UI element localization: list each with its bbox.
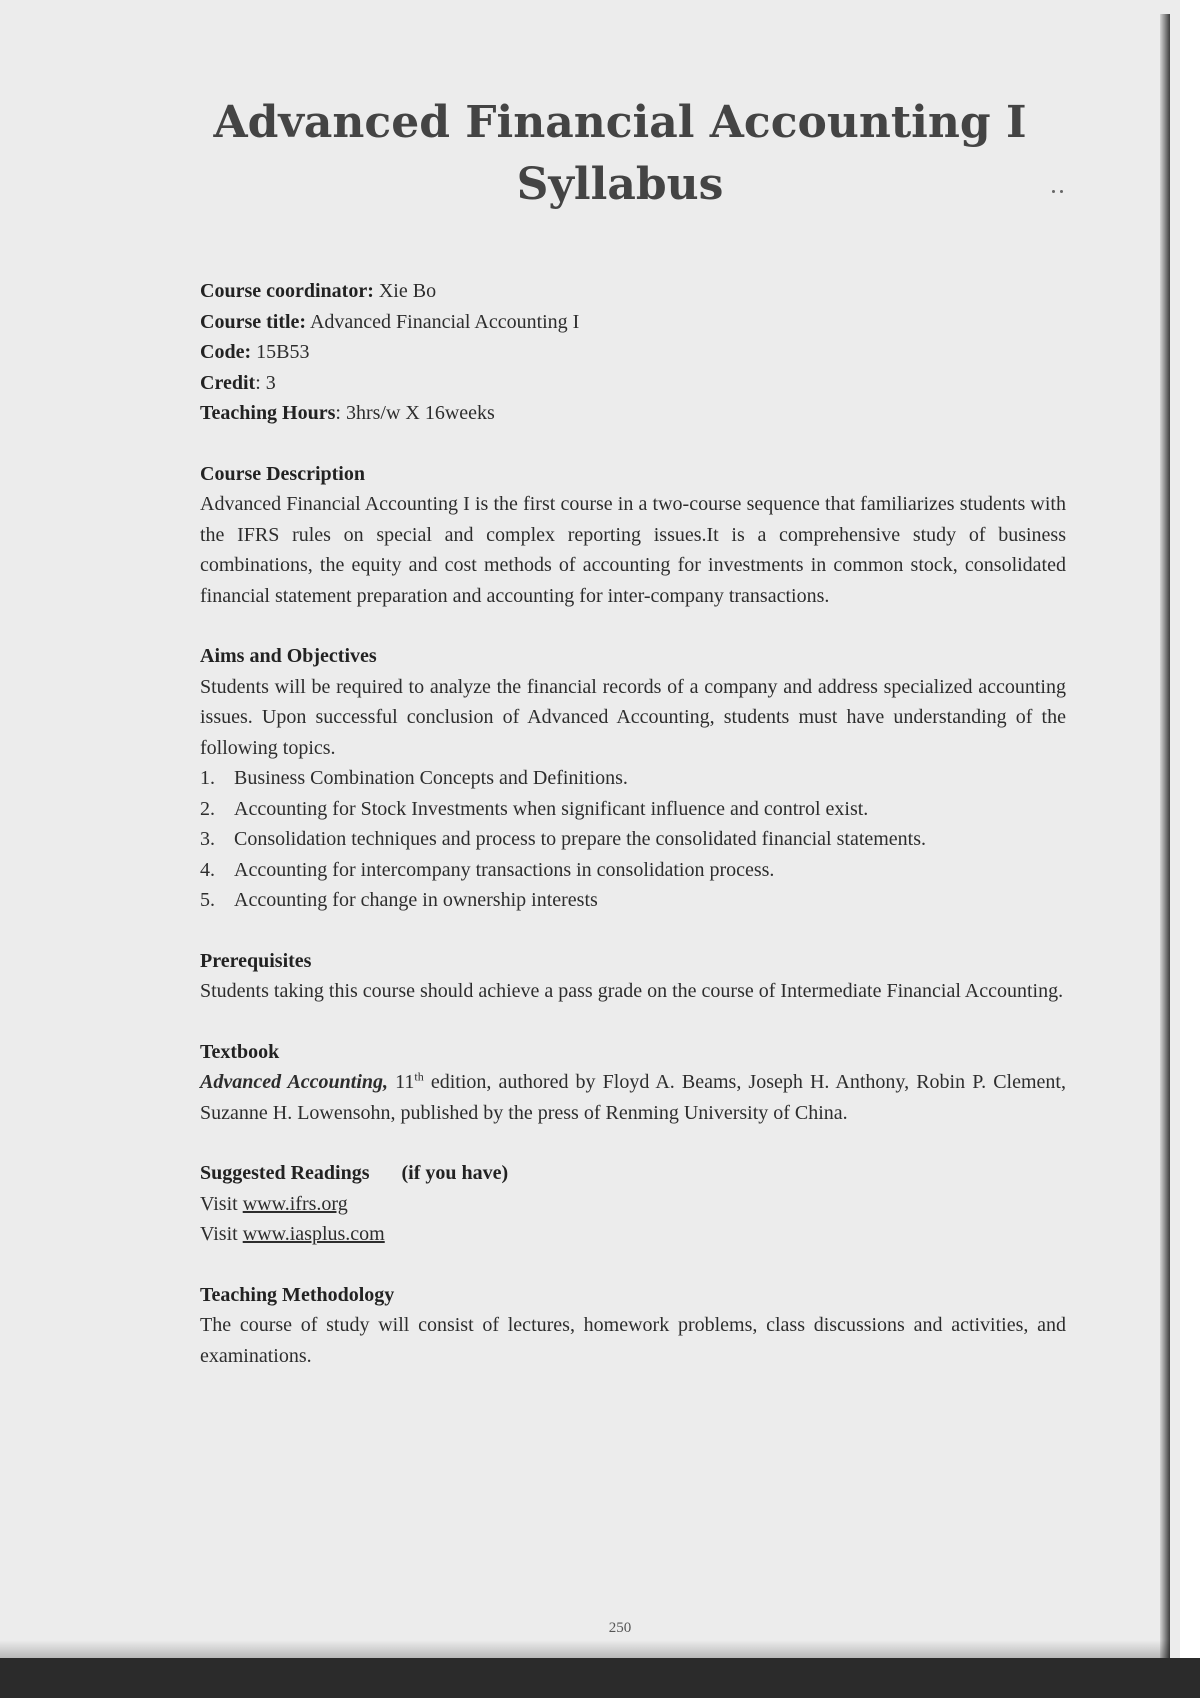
prereq-heading: Prerequisites [200,949,312,972]
scan-speck [1052,190,1055,193]
code-value: 15B53 [251,341,310,363]
scanner-edge [0,1658,1200,1698]
title-line-2: Syllabus [516,159,724,210]
code-label: Code: [200,341,252,363]
hours-line [200,398,1066,429]
aims-body: Students will be required to analyze the financial records of a company and address specialized accounting issues. Upon successful conclusion of Advanced Accounting, students must have understanding of the following topics. [200,675,1066,759]
textbook-title: Advanced Accounting, [200,1071,389,1093]
code-line [200,337,1066,368]
title-line-1: Advanced Financial Accounting I [213,97,1027,148]
list-item [200,855,1066,886]
list-item-number: 2. [200,797,215,820]
textbook-edition-suffix: th [414,1069,424,1084]
section-description [200,459,1066,612]
list-item [200,763,1066,794]
credit-value: : 3 [255,371,276,394]
course-title-value: Advanced Financial Accounting I [306,310,580,333]
scan-speck [1060,190,1063,193]
reading-prefix: Visit [200,1192,243,1215]
description-body: Advanced Financial Accounting I is the first course in a two-course sequence that familiarizes students with the IFRS rules on special and complex reporting issues.It is a comprehensive study of business combinations, the equity and cost methods of accounting for investments in common stock, consolidated financial statement preparation and accounting for inter-company transactions. [200,493,1066,607]
textbook-edition: 11 [388,1071,415,1093]
course-title-label: Course title: [200,310,307,333]
reading-line [200,1189,1066,1220]
methodology-heading: Teaching Methodology [200,1283,395,1306]
list-item-text: Consolidation techniques and process to prepare the consolidated financial statements. [234,828,927,850]
ifrs-link[interactable]: www.ifrs.org [242,1192,348,1215]
hours-value: : 3hrs/w X 16weeks [335,402,495,424]
course-meta [200,276,1066,429]
reading-prefix: Visit [200,1223,243,1245]
syllabus-body [200,276,1066,1371]
section-prerequisites [200,946,1066,1007]
methodology-body: The course of study will consist of lectures, homework problems, class discussions and activities, and examinations. [200,1314,1066,1367]
iasplus-link[interactable]: www.iasplus.com [242,1223,385,1245]
section-textbook [200,1037,1066,1129]
credit-label: Credit [200,371,256,394]
list-item-text: Accounting for intercompany transactions in consolidation process. [234,858,775,881]
section-aims [200,641,1066,916]
hours-label: Teaching Hours [200,402,336,424]
credit-line [200,368,1066,399]
coordinator-line [200,276,1066,307]
aims-heading: Aims and Objectives [200,645,377,667]
course-title-line [200,307,1066,338]
textbook-details: edition, authored by Floyd A. Beams, Joseph H. Anthony, Robin P. Clement, Suzanne H. Lowensohn, published by the press of Renming University of China. [200,1071,1066,1124]
prereq-body: Students taking this course should achieve a pass grade on the course of Intermediate Financial Accounting. [200,980,1064,1002]
page-number: 250 [608,1620,632,1636]
list-item-number: 4. [200,858,215,881]
list-item-text: Business Combination Concepts and Definitions. [234,767,628,789]
textbook-body [200,1067,1066,1128]
textbook-heading: Textbook [200,1040,280,1063]
list-item-text: Accounting for change in ownership interests [234,889,598,911]
description-heading: Course Description [200,462,365,485]
list-item-number: 1. [200,767,215,789]
list-item [200,794,1066,825]
page-title [200,92,1040,216]
list-item-text: Accounting for Stock Investments when significant influence and control exist. [234,797,869,820]
coordinator-value: Xie Bo [373,280,437,302]
readings-heading-text: Suggested Readings [200,1162,370,1184]
bottom-shadow [0,1640,1170,1658]
topics-list [200,763,1066,916]
reading-line [200,1219,1066,1250]
list-item-number: 3. [200,828,215,850]
readings-heading-note: (if you have) [401,1162,509,1184]
book-spine-shadow [1160,14,1170,1664]
list-item-number: 5. [200,889,215,911]
readings-heading [200,1158,1066,1189]
list-item [200,885,1066,916]
section-readings [200,1158,1066,1250]
list-item [200,824,1066,855]
coordinator-label: Course coordinator: [200,280,374,302]
section-methodology [200,1280,1066,1372]
